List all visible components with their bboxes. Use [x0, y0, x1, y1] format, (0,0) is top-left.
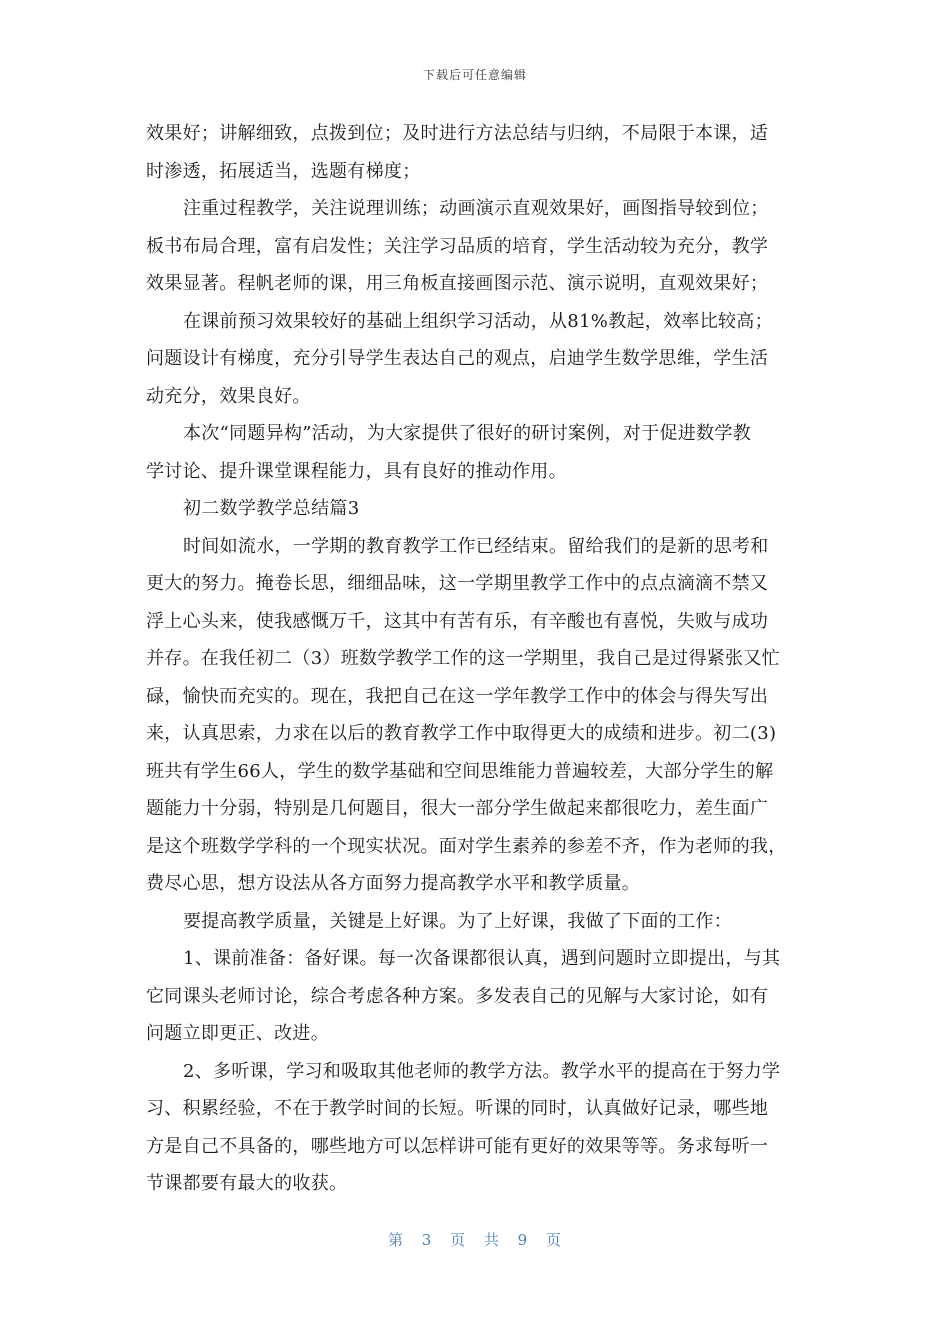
text-line: 要提高教学质量，关键是上好课。为了上好课，我做了下面的工作： — [183, 910, 732, 932]
text-line: 并存。在我任初二（3）班数学教学工作的这一学期里，我自己是过得紧张又忙 — [146, 648, 780, 669]
text-line: 动充分，效果良好。 — [146, 385, 311, 407]
text-line: 学讨论、提升课堂课程能力，具有良好的推动作用。 — [146, 460, 567, 482]
text-line: 1、课前准备：备好课。每一次备课都很认真，遇到问题时立即提出，与其 — [183, 948, 781, 969]
text-line: 在课前预习效果较好的基础上组织学习活动，从81%教起，效率比较高； — [183, 310, 773, 332]
text-line: 本次“同题异构”活动，为大家提供了很好的研讨案例，对于促进数学教 — [183, 423, 752, 444]
text-line: 费尽心思，想方设法从各方面努力提高教学水平和教学质量。 — [146, 873, 641, 894]
text-line: 节课都要有最大的收获。 — [146, 1173, 348, 1194]
text-line: 注重过程教学，关注说理训练；动画演示直观效果好，画图指导较到位； — [183, 198, 769, 219]
text-line: 是这个班数学学科的一个现实状况。面对学生素养的参差不齐，作为老师的我， — [146, 835, 787, 857]
text-line: 问题立即更正、改进。 — [146, 1023, 329, 1044]
text-line: 问题设计有梯度，充分引导学生表达自己的观点，启迪学生数学思维，学生活 — [146, 348, 769, 369]
text-line: 浮上心头来，使我感慨万千，这其中有苦有乐，有辛酸也有喜悦，失败与成功 — [146, 610, 769, 632]
text-line: 时间如流水，一学期的教育教学工作已经结束。留给我们的是新的思考和 — [183, 535, 769, 557]
text-line: 板书布局合理，富有启发性；关注学习品质的培育，学生活动较为充分，教学 — [146, 235, 769, 257]
text-line: 效果好；讲解细致，点拨到位；及时进行方法总结与归纳，不局限于本课，适 — [146, 123, 769, 144]
page-number: 第 3 页 共 9 页 — [388, 1231, 562, 1249]
text-line: 效果显著。程帆老师的课，用三角板直接画图示范、演示说明，直观效果好； — [146, 273, 769, 294]
text-line: 习、积累经验，不在于教学时间的长短。听课的同时，认真做好记录，哪些地 — [146, 1098, 769, 1119]
text-line: 题能力十分弱，特别是几何题目，很大一部分学生做起来都很吃力，差生面广 — [146, 798, 769, 819]
text-line: 方是自己不具备的，哪些地方可以怎样讲可能有更好的效果等等。务求每听一 — [146, 1135, 769, 1157]
text-line: 班共有学生66人，学生的数学基础和空间思维能力普遍较差，大部分学生的解 — [146, 760, 774, 782]
text-line: 初二数学教学总结篇3 — [183, 498, 360, 519]
text-line: 它同课头老师讨论，综合考虑各种方案。多发表自己的见解与大家讨论，如有 — [146, 985, 769, 1007]
text-line: 来，认真思索，力求在以后的教育教学工作中取得更大的成绩和进步。初二(3) — [146, 723, 777, 744]
text-line: 2、多听课，学习和吸取其他老师的教学方法。教学水平的提高在于努力学 — [183, 1060, 781, 1082]
document-body — [146, 115, 806, 1203]
text-line: 碌，愉快而充实的。现在，我把自己在这一学年教学工作中的体会与得失写出 — [146, 685, 769, 707]
text-line: 时渗透，拓展适当，选题有梯度； — [146, 160, 421, 182]
page-header: 下载后可任意编辑 — [422, 68, 527, 82]
text-line: 更大的努力。掩卷长思，细细品味，这一学期里教学工作中的点点滴滴不禁又 — [146, 573, 769, 594]
